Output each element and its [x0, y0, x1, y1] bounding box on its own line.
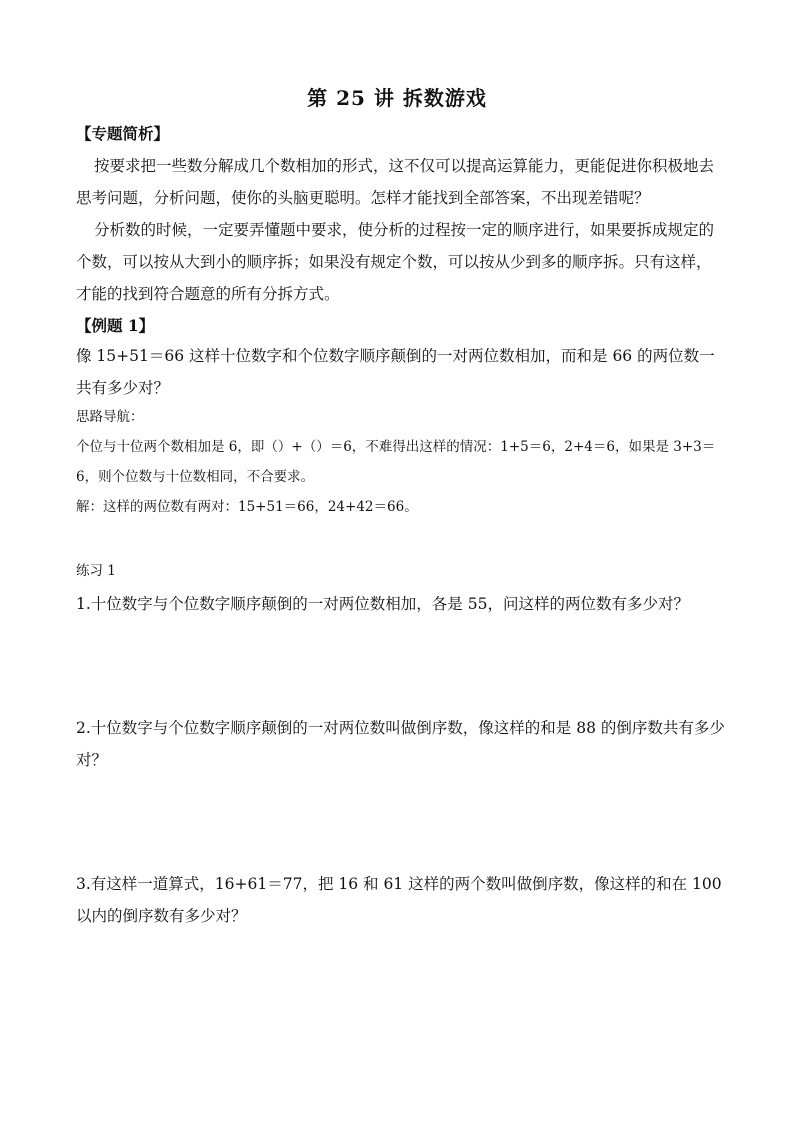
example-question: 像 15+51＝66 这样十位数字和个位数字顺序颠倒的一对两位数相加，而和是 66 的两位数一共有多少对？ — [76, 347, 715, 397]
section-heading: 【专题简析】 — [76, 124, 170, 143]
page-title: 第 25 讲 拆数游戏 — [307, 86, 487, 110]
practice-heading: 练习 1 — [76, 563, 116, 579]
intro-paragraph-1: 按要求把一些数分解成几个数相加的形式，这不仅可以提高运算能力，更能促进你积极地去思考问题，分析问题，使你的头脑更聪明。怎样才能找到全部答案，不出现差错呢？ — [76, 157, 715, 207]
hint-text: 个位与十位两个数相加是 6，即（）+（）＝6，不难得出这样的情况：1+5＝6，2+4＝6，如果是 3+3＝6，则个位数与十位数相同，不合要求。 — [76, 439, 716, 485]
practice-item-3: 3.有这样一道算式，16+61＝77，把 16 和 61 这样的两个数叫做倒序数，像这样的和在 100 以内的倒序数有多少对？ — [76, 875, 722, 925]
practice-item-2: 2.十位数字与个位数字顺序颠倒的一对两位数叫做倒序数，像这样的和是 88 的倒序数共有多少对？ — [76, 719, 725, 769]
hint-label: 思路导航： — [76, 409, 144, 425]
solution-text: 解：这样的两位数有两对：15+51＝66，24+42＝66。 — [76, 499, 418, 515]
example-heading: 【例题 1】 — [76, 316, 155, 335]
intro-paragraph-2: 分析数的时候，一定要弄懂题中要求，使分析的过程按一定的顺序进行，如果要拆成规定的个数，可以按从大到小的顺序拆；如果没有规定个数，可以按从少到多的顺序拆。只有这样，才能的找到符合题意的所有分拆方式。 — [76, 221, 715, 303]
practice-item-1: 1.十位数字与个位数字顺序颠倒的一对两位数相加，各是 55，问这样的两位数有多少对？ — [76, 595, 689, 613]
